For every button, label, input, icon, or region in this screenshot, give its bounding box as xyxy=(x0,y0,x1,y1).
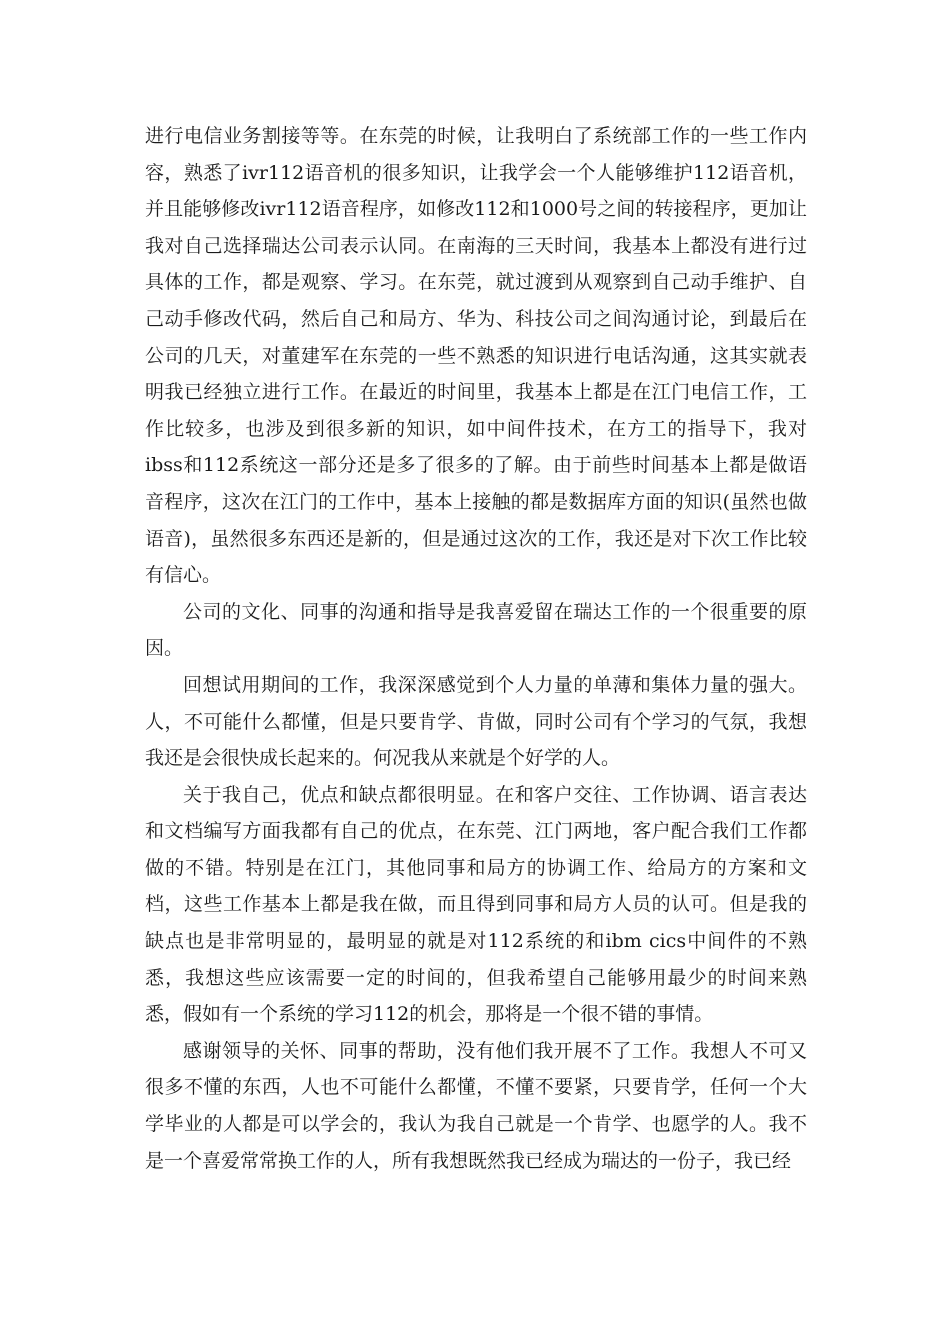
paragraph-4: 关于我自己，优点和缺点都很明显。在和客户交往、工作协调、语言表达和文档编写方面我都有自己的优点，在东莞、江门两地，客户配合我们工作都做的不错。特别是在江门，其他同事和局方的协调工作、给局方的方案和文档，这些工作基本上都是我在做，而且得到同事和局方人员的认可。但是我的缺点也是非常明显的，最明显的就是对112系统的和ibm cics中间件的不熟悉，我想这些应该需要一定的时间的，但我希望自己能够用最少的时间来熟悉，假如有一个系统的学习112的机会，那将是一个很不错的事情。 xyxy=(145,783,807,1026)
document-body xyxy=(145,118,807,1179)
paragraph-2: 公司的文化、同事的沟通和指导是我喜爱留在瑞达工作的一个很重要的原因。 xyxy=(145,600,807,660)
paragraph-1: 进行电信业务割接等等。在东莞的时候，让我明白了系统部工作的一些工作内容，熟悉了ivr112语音机的很多知识，让我学会一个人能够维护112语音机，并且能够修改ivr112语音程序，如修改112和1000号之间的转接程序，更加让我对自己选择瑞达公司表示认同。在南海的三天时间，我基本上都没有进行过具体的工作，都是观察、学习。在东莞，就过渡到从观察到自己动手维护、自己动手修改代码，然后自己和局方、华为、科技公司之间沟通讨论，到最后在公司的几天，对董建军在东莞的一些不熟悉的知识进行电话沟通，这其实就表明我已经独立进行工作。在最近的时间里，我基本上都是在江门电信工作，工作比较多，也涉及到很多新的知识，如中间件技术，在方工的指导下，我对ibss和112系统这一部分还是多了很多的了解。由于前些时间基本上都是做语音程序，这次在江门的工作中，基本上接触的都是数据库方面的知识(虽然也做语音)，虽然很多东西还是新的，但是通过这次的工作，我还是对下次工作比较有信心。 xyxy=(145,125,807,587)
paragraph-3: 回想试用期间的工作，我深深感觉到个人力量的单薄和集体力量的强大。人，不可能什么都懂，但是只要肯学、肯做，同时公司有个学习的气氛，我想我还是会很快成长起来的。何况我从来就是个好学的人。 xyxy=(145,673,807,770)
paragraph-5: 感谢领导的关怀、同事的帮助，没有他们我开展不了工作。我想人不可又很多不懂的东西，人也不可能什么都懂，不懂不要紧，只要肯学，任何一个大学毕业的人都是可以学会的，我认为我自己就是一个肯学、也愿学的人。我不是一个喜爱常常换工作的人，所有我想既然我已经成为瑞达的一份子，我已经 xyxy=(145,1039,807,1172)
